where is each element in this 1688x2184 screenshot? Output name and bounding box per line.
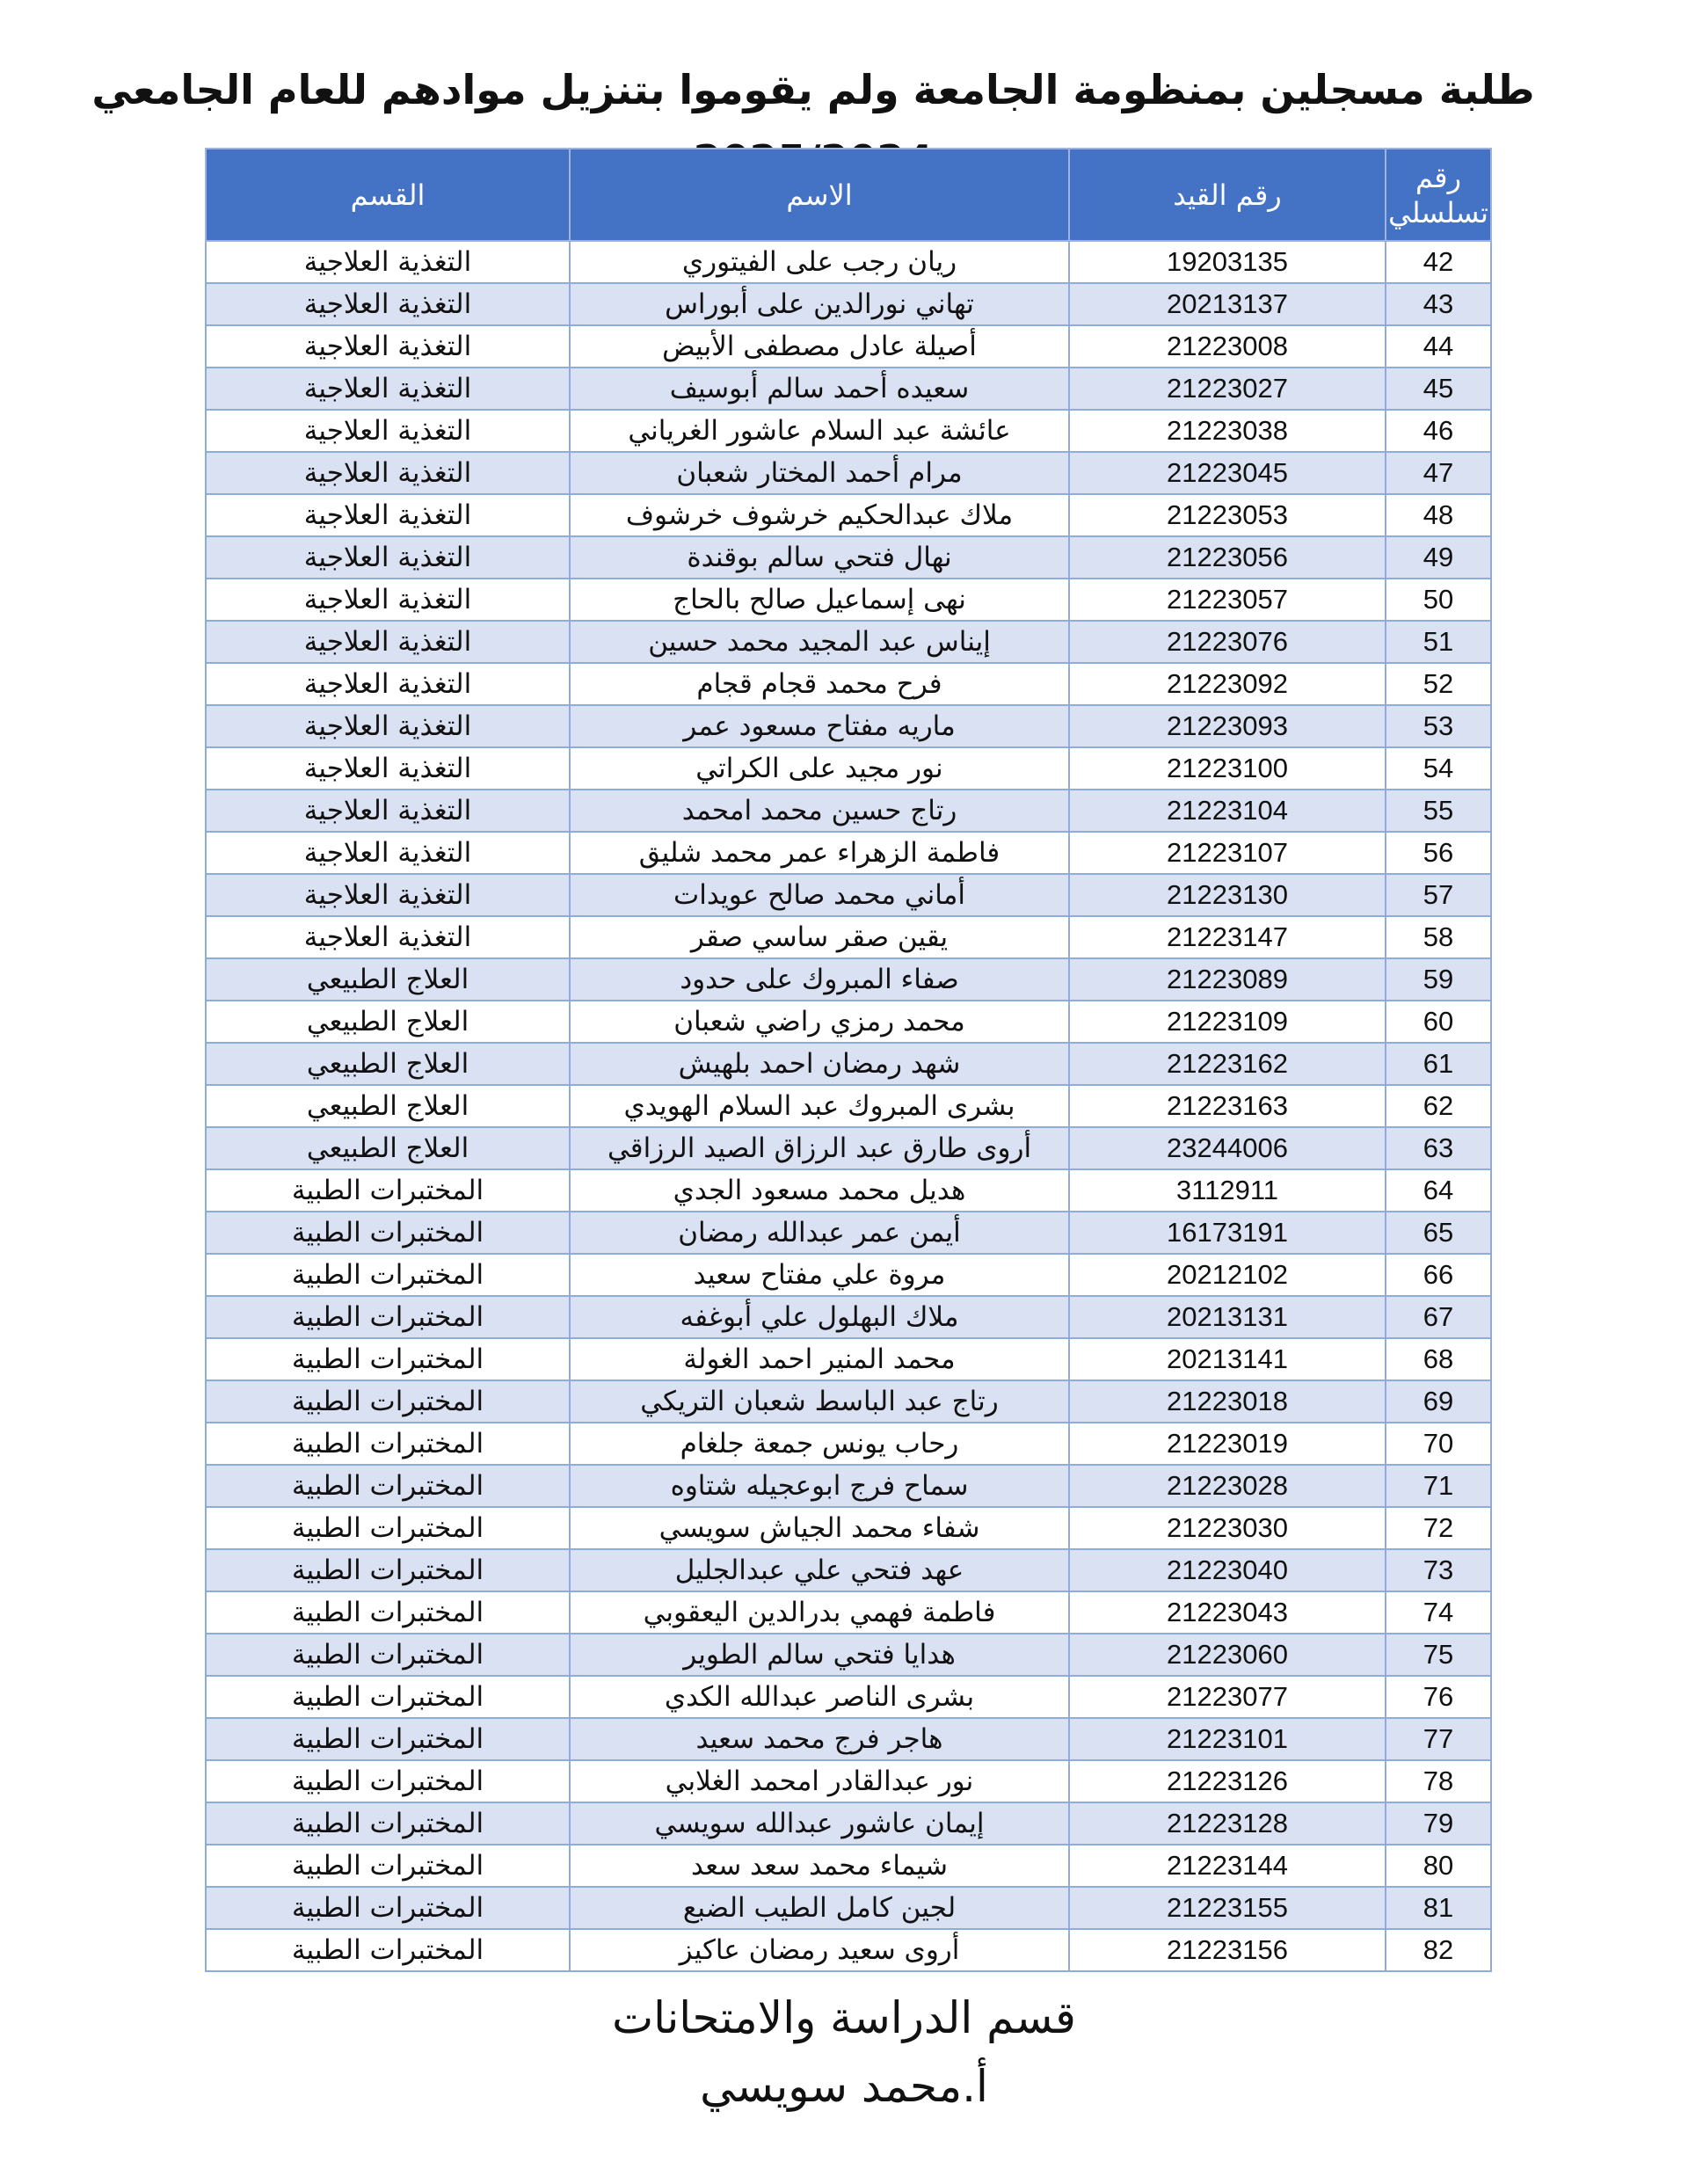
table-row [206, 325, 1491, 368]
student-name-cell: فاطمة فهمي بدرالدين اليعقوبي [570, 1591, 1069, 1634]
student-name-cell: أروى طارق عبد الرزاق الصيد الرزاقي [570, 1127, 1069, 1169]
department-cell: المختبرات الطبية [206, 1423, 570, 1465]
department-cell: المختبرات الطبية [206, 1465, 570, 1507]
student-id-cell: 21223130 [1069, 874, 1386, 916]
student-name-cell: هديل محمد مسعود الجدي [570, 1169, 1069, 1212]
student-name-cell: أصيلة عادل مصطفى الأبيض [570, 325, 1069, 368]
student-name-cell: لجين كامل الطيب الضبع [570, 1887, 1069, 1929]
serial-cell: 61 [1386, 1043, 1491, 1085]
student-name-cell: تهاني نورالدين على أبوراس [570, 283, 1069, 325]
student-name-cell: أروى سعيد رمضان عاكيز [570, 1929, 1069, 1971]
serial-cell: 50 [1386, 579, 1491, 621]
serial-cell: 77 [1386, 1718, 1491, 1760]
department-cell: التغذية العلاجية [206, 832, 570, 874]
table-row [206, 1802, 1491, 1845]
student-name-cell: إيناس عبد المجيد محمد حسين [570, 621, 1069, 663]
student-name-cell: فاطمة الزهراء عمر محمد شليق [570, 832, 1069, 874]
department-cell: التغذية العلاجية [206, 241, 570, 283]
table-row [206, 1085, 1491, 1127]
student-name-cell: سعيده أحمد سالم أبوسيف [570, 368, 1069, 410]
department-cell: العلاج الطبيعي [206, 958, 570, 1001]
serial-cell: 57 [1386, 874, 1491, 916]
serial-cell: 82 [1386, 1929, 1491, 1971]
signature-person: أ.محمد سويسي [700, 2061, 988, 2112]
student-id-cell: 21223027 [1069, 368, 1386, 410]
serial-cell: 45 [1386, 368, 1491, 410]
department-cell: التغذية العلاجية [206, 494, 570, 536]
header-name: الاسم [570, 149, 1069, 241]
department-cell: التغذية العلاجية [206, 452, 570, 494]
department-cell: المختبرات الطبية [206, 1887, 570, 1929]
student-name-cell: نور عبدالقادر امحمد الغلابي [570, 1760, 1069, 1802]
serial-cell: 74 [1386, 1591, 1491, 1634]
student-id-cell: 21223093 [1069, 705, 1386, 747]
serial-cell: 53 [1386, 705, 1491, 747]
serial-cell: 47 [1386, 452, 1491, 494]
table-row [206, 916, 1491, 958]
serial-cell: 60 [1386, 1001, 1491, 1043]
student-name-cell: شفاء محمد الجياش سويسي [570, 1507, 1069, 1549]
student-id-cell: 21223104 [1069, 790, 1386, 832]
student-id-cell: 21223060 [1069, 1634, 1386, 1676]
student-id-cell: 21223057 [1069, 579, 1386, 621]
serial-cell: 73 [1386, 1549, 1491, 1591]
table-row [206, 1676, 1491, 1718]
serial-cell: 66 [1386, 1254, 1491, 1296]
student-id-cell: 21223126 [1069, 1760, 1386, 1802]
table-row [206, 1549, 1491, 1591]
table-row [206, 1380, 1491, 1423]
serial-cell: 79 [1386, 1802, 1491, 1845]
table-row [206, 1634, 1491, 1676]
student-name-cell: شهد رمضان احمد بلهيش [570, 1043, 1069, 1085]
serial-cell: 49 [1386, 536, 1491, 579]
department-cell: التغذية العلاجية [206, 790, 570, 832]
serial-cell: 42 [1386, 241, 1491, 283]
student-name-cell: رتاج حسين محمد امحمد [570, 790, 1069, 832]
table-row [206, 1212, 1491, 1254]
table-row [206, 1591, 1491, 1634]
student-name-cell: ريان رجب على الفيتوري [570, 241, 1069, 283]
header-serial: رقم تسلسلي [1386, 149, 1491, 241]
table-row [206, 1423, 1491, 1465]
table-row [206, 747, 1491, 790]
student-id-cell: 21223043 [1069, 1591, 1386, 1634]
student-id-cell: 21223053 [1069, 494, 1386, 536]
table-row [206, 790, 1491, 832]
student-id-cell: 21223101 [1069, 1718, 1386, 1760]
student-name-cell: مرام أحمد المختار شعبان [570, 452, 1069, 494]
table-body [206, 241, 1491, 1971]
table-row [206, 958, 1491, 1001]
department-cell: المختبرات الطبية [206, 1296, 570, 1338]
table-row [206, 536, 1491, 579]
student-name-cell: ملاك البهلول علي أبوغفه [570, 1296, 1069, 1338]
department-cell: المختبرات الطبية [206, 1591, 570, 1634]
department-cell: التغذية العلاجية [206, 621, 570, 663]
student-name-cell: مروة علي مفتاح سعيد [570, 1254, 1069, 1296]
student-name-cell: هاجر فرج محمد سعيد [570, 1718, 1069, 1760]
department-cell: التغذية العلاجية [206, 916, 570, 958]
serial-cell: 43 [1386, 283, 1491, 325]
table-row [206, 1718, 1491, 1760]
department-cell: التغذية العلاجية [206, 368, 570, 410]
department-cell: المختبرات الطبية [206, 1212, 570, 1254]
student-id-cell: 21223128 [1069, 1802, 1386, 1845]
department-cell: المختبرات الطبية [206, 1380, 570, 1423]
serial-cell: 75 [1386, 1634, 1491, 1676]
header-id: رقم القيد [1069, 149, 1386, 241]
table-row [206, 494, 1491, 536]
serial-cell: 78 [1386, 1760, 1491, 1802]
student-id-cell: 21223162 [1069, 1043, 1386, 1085]
serial-cell: 69 [1386, 1380, 1491, 1423]
student-id-cell: 21223028 [1069, 1465, 1386, 1507]
student-name-cell: عائشة عبد السلام عاشور الغرياني [570, 410, 1069, 452]
student-id-cell: 21223092 [1069, 663, 1386, 705]
serial-cell: 63 [1386, 1127, 1491, 1169]
student-id-cell: 20213137 [1069, 283, 1386, 325]
table-row [206, 1043, 1491, 1085]
table-row [206, 1338, 1491, 1380]
serial-cell: 54 [1386, 747, 1491, 790]
student-id-cell: 21223045 [1069, 452, 1386, 494]
student-name-cell: بشرى المبروك عبد السلام الهويدي [570, 1085, 1069, 1127]
student-id-cell: 20213131 [1069, 1296, 1386, 1338]
table-row [206, 1254, 1491, 1296]
student-name-cell: عهد فتحي علي عبدالجليل [570, 1549, 1069, 1591]
serial-cell: 68 [1386, 1338, 1491, 1380]
student-name-cell: هدايا فتحي سالم الطوير [570, 1634, 1069, 1676]
student-id-cell: 21223040 [1069, 1549, 1386, 1591]
student-name-cell: صفاء المبروك على حدود [570, 958, 1069, 1001]
student-name-cell: سماح فرج ابوعجيله شتاوه [570, 1465, 1069, 1507]
student-id-cell: 21223156 [1069, 1929, 1386, 1971]
department-cell: العلاج الطبيعي [206, 1085, 570, 1127]
serial-cell: 65 [1386, 1212, 1491, 1254]
serial-cell: 71 [1386, 1465, 1491, 1507]
serial-cell: 44 [1386, 325, 1491, 368]
student-id-cell: 21223109 [1069, 1001, 1386, 1043]
student-id-cell: 16173191 [1069, 1212, 1386, 1254]
student-id-cell: 21223056 [1069, 536, 1386, 579]
serial-cell: 64 [1386, 1169, 1491, 1212]
department-cell: التغذية العلاجية [206, 536, 570, 579]
student-id-cell: 21223018 [1069, 1380, 1386, 1423]
table-row [206, 1887, 1491, 1929]
department-cell: المختبرات الطبية [206, 1169, 570, 1212]
department-cell: التغذية العلاجية [206, 705, 570, 747]
student-id-cell: 21223077 [1069, 1676, 1386, 1718]
serial-cell: 51 [1386, 621, 1491, 663]
table-row [206, 1169, 1491, 1212]
department-cell: العلاج الطبيعي [206, 1001, 570, 1043]
student-name-cell: يقين صقر ساسي صقر [570, 916, 1069, 958]
serial-cell: 52 [1386, 663, 1491, 705]
department-cell: العلاج الطبيعي [206, 1043, 570, 1085]
serial-cell: 58 [1386, 916, 1491, 958]
serial-cell: 67 [1386, 1296, 1491, 1338]
table-row [206, 1127, 1491, 1169]
table-row [206, 1845, 1491, 1887]
serial-cell: 46 [1386, 410, 1491, 452]
table-row [206, 1760, 1491, 1802]
signature-office: قسم الدراسة والامتحانات [612, 1992, 1076, 2043]
table-row [206, 705, 1491, 747]
student-name-cell: نهال فتحي سالم بوقندة [570, 536, 1069, 579]
table-row [206, 832, 1491, 874]
student-name-cell: ماريه مفتاح مسعود عمر [570, 705, 1069, 747]
department-cell: التغذية العلاجية [206, 663, 570, 705]
student-name-cell: فرح محمد قجام قجام [570, 663, 1069, 705]
student-id-cell: 21223107 [1069, 832, 1386, 874]
table-row [206, 1296, 1491, 1338]
serial-cell: 62 [1386, 1085, 1491, 1127]
department-cell: التغذية العلاجية [206, 874, 570, 916]
table-row [206, 874, 1491, 916]
student-name-cell: محمد المنير احمد الغولة [570, 1338, 1069, 1380]
student-id-cell: 21223100 [1069, 747, 1386, 790]
table-row [206, 368, 1491, 410]
serial-cell: 80 [1386, 1845, 1491, 1887]
serial-cell: 59 [1386, 958, 1491, 1001]
student-name-cell: رحاب يونس جمعة جلغام [570, 1423, 1069, 1465]
student-id-cell: 21223019 [1069, 1423, 1386, 1465]
table-header-row [206, 149, 1491, 241]
department-cell: المختبرات الطبية [206, 1338, 570, 1380]
department-cell: المختبرات الطبية [206, 1507, 570, 1549]
table-row [206, 1001, 1491, 1043]
table-row [206, 452, 1491, 494]
student-id-cell: 21223147 [1069, 916, 1386, 958]
students-table [205, 148, 1492, 1972]
department-cell: التغذية العلاجية [206, 579, 570, 621]
serial-cell: 72 [1386, 1507, 1491, 1549]
department-cell: المختبرات الطبية [206, 1802, 570, 1845]
table-row [206, 621, 1491, 663]
student-id-cell: 23244006 [1069, 1127, 1386, 1169]
department-cell: التغذية العلاجية [206, 283, 570, 325]
student-name-cell: أيمن عمر عبدالله رمضان [570, 1212, 1069, 1254]
student-id-cell: 19203135 [1069, 241, 1386, 283]
student-name-cell: نور مجيد على الكراتي [570, 747, 1069, 790]
department-cell: المختبرات الطبية [206, 1760, 570, 1802]
student-name-cell: محمد رمزي راضي شعبان [570, 1001, 1069, 1043]
student-name-cell: شيماء محمد سعد سعد [570, 1845, 1069, 1887]
student-name-cell: أماني محمد صالح عويدات [570, 874, 1069, 916]
serial-cell: 56 [1386, 832, 1491, 874]
page-title: طلبة مسجلين بمنظومة الجامعة ولم يقوموا بتنزيل موادهم للعام الجامعي [91, 66, 1535, 113]
student-name-cell: نهى إسماعيل صالح بالحاج [570, 579, 1069, 621]
department-cell: المختبرات الطبية [206, 1634, 570, 1676]
student-name-cell: ملاك عبدالحكيم خرشوف خرشوف [570, 494, 1069, 536]
student-name-cell: رتاج عبد الباسط شعبان التريكي [570, 1380, 1069, 1423]
department-cell: المختبرات الطبية [206, 1254, 570, 1296]
department-cell: المختبرات الطبية [206, 1718, 570, 1760]
student-id-cell: 21223144 [1069, 1845, 1386, 1887]
student-id-cell: 21223163 [1069, 1085, 1386, 1127]
department-cell: التغذية العلاجية [206, 747, 570, 790]
department-cell: المختبرات الطبية [206, 1845, 570, 1887]
student-id-cell: 20213141 [1069, 1338, 1386, 1380]
table-row [206, 1507, 1491, 1549]
student-id-cell: 21223076 [1069, 621, 1386, 663]
department-cell: العلاج الطبيعي [206, 1127, 570, 1169]
student-id-cell: 21223008 [1069, 325, 1386, 368]
student-name-cell: إيمان عاشور عبدالله سويسي [570, 1802, 1069, 1845]
serial-cell: 48 [1386, 494, 1491, 536]
department-cell: المختبرات الطبية [206, 1929, 570, 1971]
department-cell: المختبرات الطبية [206, 1549, 570, 1591]
table-row [206, 410, 1491, 452]
serial-cell: 55 [1386, 790, 1491, 832]
student-id-cell: 21223030 [1069, 1507, 1386, 1549]
department-cell: المختبرات الطبية [206, 1676, 570, 1718]
table-row [206, 1929, 1491, 1971]
table-row [206, 663, 1491, 705]
header-dept: القسم [206, 149, 570, 241]
department-cell: التغذية العلاجية [206, 325, 570, 368]
student-name-cell: بشرى الناصر عبدالله الكدي [570, 1676, 1069, 1718]
student-id-cell: 21223038 [1069, 410, 1386, 452]
serial-cell: 76 [1386, 1676, 1491, 1718]
table-row [206, 283, 1491, 325]
serial-cell: 81 [1386, 1887, 1491, 1929]
student-id-cell: 3112911 [1069, 1169, 1386, 1212]
table-row [206, 1465, 1491, 1507]
department-cell: التغذية العلاجية [206, 410, 570, 452]
student-id-cell: 21223089 [1069, 958, 1386, 1001]
serial-cell: 70 [1386, 1423, 1491, 1465]
student-id-cell: 20212102 [1069, 1254, 1386, 1296]
table-row [206, 579, 1491, 621]
student-id-cell: 21223155 [1069, 1887, 1386, 1929]
table-row [206, 241, 1491, 283]
